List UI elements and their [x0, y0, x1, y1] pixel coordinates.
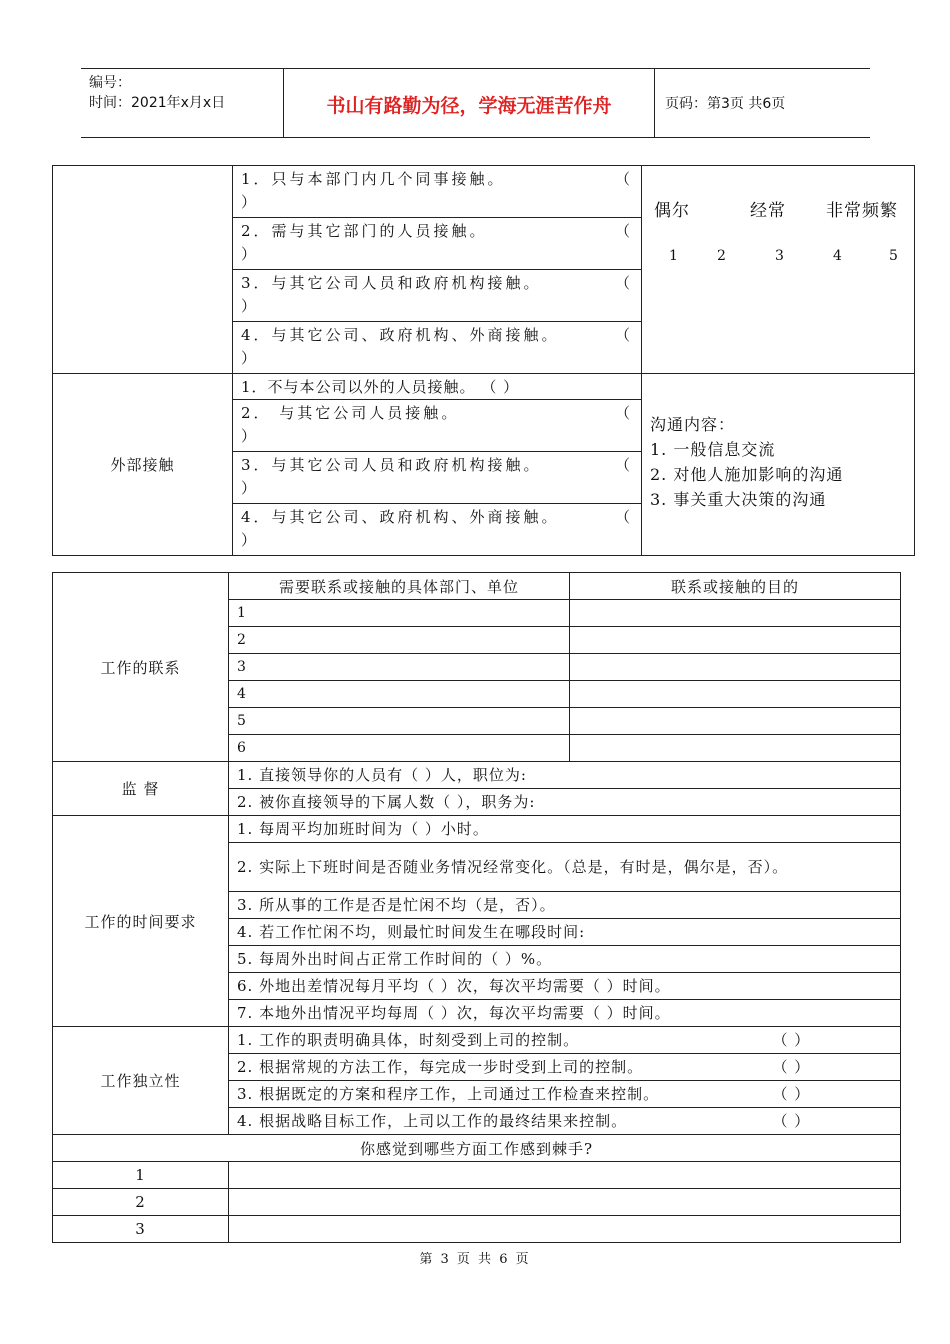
- contact-row-number[interactable]: 6: [229, 735, 570, 762]
- scale-value: 5: [889, 248, 899, 264]
- frequency-scale-cell: [642, 166, 915, 374]
- column-header-purpose: 联系或接触的目的: [570, 573, 901, 600]
- internal-option[interactable]: 4．与其它公司、政府机构、外商接触。 （ ）: [233, 322, 642, 374]
- supervision-item[interactable]: 1. 直接领导你的人员有（ ）人，职位为:: [229, 762, 901, 789]
- external-option[interactable]: 2． 与其它公司人员接触。 （ ）: [233, 400, 642, 452]
- external-contact-label: 外部接触: [53, 374, 233, 556]
- scale-value: 1: [669, 248, 679, 264]
- external-option[interactable]: 3．与其它公司人员和政府机构接触。 （ ）: [233, 452, 642, 504]
- work-contact-label: 工作的联系: [53, 573, 229, 762]
- difficulty-row-number: 1: [53, 1162, 229, 1189]
- work-details-table: [52, 572, 901, 1243]
- contact-row-number[interactable]: 3: [229, 654, 570, 681]
- contact-purpose-cell[interactable]: [570, 627, 901, 654]
- difficulty-row-number: 2: [53, 1189, 229, 1216]
- contact-purpose-cell[interactable]: [570, 654, 901, 681]
- frequency-very-often: 非常频繁: [826, 201, 898, 221]
- time-item[interactable]: 7. 本地外出情况平均每周（ ）次，每次平均需要（ ）时间。: [229, 1000, 901, 1027]
- page-footer: 第 3 页 共 6 页: [419, 1252, 531, 1267]
- date-label: 时间：2021年x月x日: [89, 95, 226, 111]
- time-item[interactable]: 4. 若工作忙闲不均，则最忙时间发生在哪段时间:: [229, 919, 901, 946]
- column-header-dept: 需要联系或接触的具体部门、单位: [229, 573, 570, 600]
- external-option[interactable]: 1．不与本公司以外的人员接触。 （ ）: [233, 374, 642, 400]
- time-item[interactable]: 5. 每周外出时间占正常工作时间的（ ）%。: [229, 946, 901, 973]
- time-item[interactable]: 2. 实际上下班时间是否随业务情况经常变化。（总是，有时是，偶尔是，否）。: [229, 843, 901, 892]
- page-header: [81, 68, 870, 138]
- header-divider: [654, 69, 655, 137]
- independence-item[interactable]: 1. 工作的职责明确具体，时刻受到上司的控制。 （ ）: [229, 1027, 901, 1054]
- communication-content-cell: [642, 374, 915, 556]
- independence-label: 工作独立性: [53, 1027, 229, 1135]
- difficulty-answer-cell[interactable]: [229, 1216, 901, 1243]
- header-meta: [89, 73, 225, 113]
- difficulty-answer-cell[interactable]: [229, 1162, 901, 1189]
- communication-item: 3. 事关重大决策的沟通: [650, 490, 827, 509]
- contact-row-number[interactable]: 4: [229, 681, 570, 708]
- contact-row-number[interactable]: 2: [229, 627, 570, 654]
- internal-contact-label-cell: [53, 166, 233, 374]
- contact-row-number[interactable]: 5: [229, 708, 570, 735]
- external-option[interactable]: 4．与其它公司、政府机构、外商接触。 （ ）: [233, 504, 642, 556]
- supervision-item[interactable]: 2. 被你直接领导的下属人数（ ），职务为:: [229, 789, 901, 816]
- time-item[interactable]: 3. 所从事的工作是否是忙闲不均（是，否）。: [229, 892, 901, 919]
- time-item[interactable]: 6. 外地出差情况每月平均（ ）次，每次平均需要（ ）时间。: [229, 973, 901, 1000]
- scale-value: 3: [775, 248, 785, 264]
- communication-item: 1. 一般信息交流: [650, 440, 776, 459]
- frequency-often: 经常: [750, 201, 786, 221]
- contact-purpose-cell[interactable]: [570, 681, 901, 708]
- communication-title: 沟通内容：: [650, 415, 736, 434]
- contact-row-number[interactable]: 1: [229, 600, 570, 627]
- internal-option[interactable]: 1．只与本部门内几个同事接触。 （ ）: [233, 166, 642, 218]
- contact-purpose-cell[interactable]: [570, 708, 901, 735]
- difficulty-row-number: 3: [53, 1216, 229, 1243]
- internal-option[interactable]: 2．需与其它部门的人员接触。 （ ）: [233, 218, 642, 270]
- communication-item: 2. 对他人施加影响的沟通: [650, 465, 844, 484]
- difficulty-answer-cell[interactable]: [229, 1189, 901, 1216]
- motto: 书山有路勤为径，学海无涯苦作舟: [326, 95, 612, 117]
- contact-purpose-cell[interactable]: [570, 735, 901, 762]
- frequency-scale: [642, 166, 914, 342]
- contact-frequency-table: [52, 165, 915, 556]
- contact-purpose-cell[interactable]: [570, 600, 901, 627]
- page-indicator: 页码：第3页 共6页: [665, 96, 786, 112]
- time-requirement-label: 工作的时间要求: [53, 816, 229, 1027]
- scale-value: 2: [717, 248, 727, 264]
- doc-number-label: 编号：: [89, 75, 131, 91]
- communication-content: [642, 374, 914, 512]
- frequency-rarely: 偶尔: [654, 201, 690, 221]
- internal-option[interactable]: 3．与其它公司人员和政府机构接触。 （ ）: [233, 270, 642, 322]
- independence-item[interactable]: 4. 根据战略目标工作，上司以工作的最终结果来控制。 （ ）: [229, 1108, 901, 1135]
- time-item[interactable]: 1. 每周平均加班时间为（ ）小时。: [229, 816, 901, 843]
- independence-item[interactable]: 2. 根据常规的方法工作，每完成一步时受到上司的控制。 （ ）: [229, 1054, 901, 1081]
- scale-value: 4: [833, 248, 843, 264]
- supervision-label: 监 督: [53, 762, 229, 816]
- difficulty-question: 你感觉到哪些方面工作感到棘手?: [53, 1135, 901, 1162]
- independence-item[interactable]: 3. 根据既定的方案和程序工作，上司通过工作检查来控制。 （ ）: [229, 1081, 901, 1108]
